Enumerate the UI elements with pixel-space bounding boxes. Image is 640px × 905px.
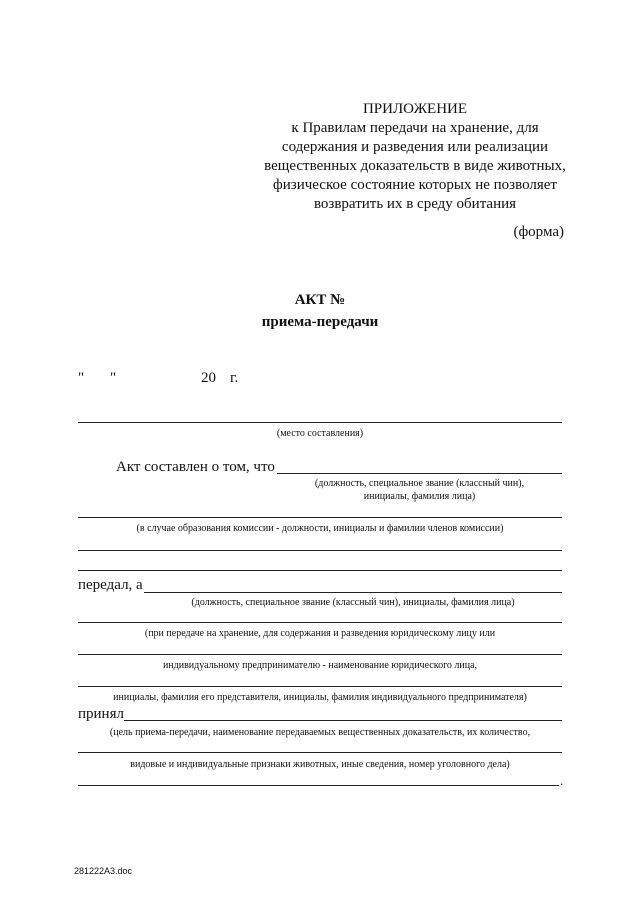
date-quote-close: " xyxy=(110,370,117,386)
purpose-caption: (цель приема-передачи, наименование передаваемых вещественных доказательств, их количество, xyxy=(109,727,531,738)
blank-line[interactable] xyxy=(78,570,562,571)
purpose-line[interactable] xyxy=(78,752,562,753)
accepted-line[interactable] xyxy=(124,720,562,721)
position-caption-2: инициалы, фамилия лица) xyxy=(363,491,476,502)
end-dot: . xyxy=(560,773,564,788)
representative-line[interactable] xyxy=(78,686,562,687)
appendix-block xyxy=(250,100,580,214)
signs-caption: видовые и индивидуальные признаки животных, иные сведения, номер уголовного дела) xyxy=(130,759,510,770)
footer-filename: 281222A3.doc xyxy=(74,866,133,876)
signs-line[interactable] xyxy=(78,785,559,786)
composed-label: Акт составлен о том, что xyxy=(116,459,275,475)
form-label: (форма) xyxy=(513,224,564,240)
place-line[interactable] xyxy=(78,422,562,423)
date-quote-open: " xyxy=(78,370,85,386)
place-caption: (место составления) xyxy=(276,428,364,439)
appendix-line: физическое состояние которых не позволяет xyxy=(273,177,557,193)
position-caption-1: (должность, специальное звание (классный чин), xyxy=(314,478,525,489)
commission-line[interactable] xyxy=(78,517,562,518)
transferred-caption: (должность, специальное звание (классный чин), инициалы, фамилия лица) xyxy=(191,597,515,608)
entrepreneur-caption: индивидуальному предпринимателю - наименование юридического лица, xyxy=(162,660,478,671)
appendix-line: к Правилам передачи на хранение, для xyxy=(291,120,539,136)
storage-caption: (при передаче на хранение, для содержания и разведения юридическому лицу или xyxy=(144,628,496,639)
appendix-line: возвратить их в среду обитания xyxy=(313,196,517,212)
transferred-line[interactable] xyxy=(144,592,562,593)
date-year-suffix: г. xyxy=(230,370,239,386)
appendix-title: ПРИЛОЖЕНИЕ xyxy=(362,101,468,117)
appendix-line: вещественных доказательств в виде животных, xyxy=(264,158,566,174)
representative-caption: инициалы, фамилия его представителя, инициалы, фамилия индивидуального предпринимателя) xyxy=(113,692,527,703)
appendix-line: содержания и разведения или реализации xyxy=(281,139,549,155)
blank-line[interactable] xyxy=(78,550,562,551)
act-subtitle: приема-передачи xyxy=(261,314,379,330)
commission-caption: (в случае образования комиссии - должности, инициалы и фамилии членов комиссии) xyxy=(136,523,504,534)
transferred-label: передал, а xyxy=(78,577,143,593)
composed-line[interactable] xyxy=(277,473,562,474)
act-title: АКТ № xyxy=(294,292,346,308)
storage-line[interactable] xyxy=(78,622,562,623)
entrepreneur-line[interactable] xyxy=(78,654,562,655)
accepted-label: принял xyxy=(78,706,124,722)
date-year-prefix: 20 xyxy=(201,370,216,386)
